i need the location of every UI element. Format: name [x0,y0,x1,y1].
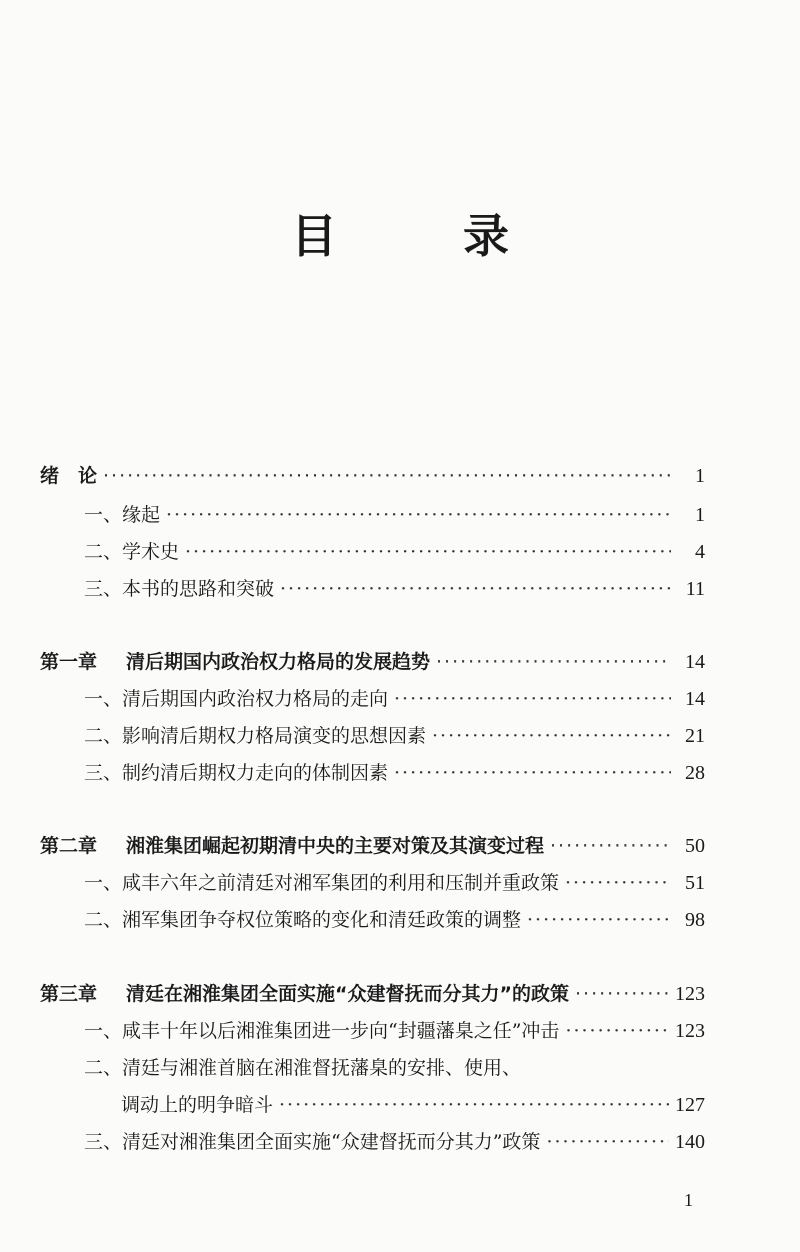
toc-item-label: 二、学术史 [84,541,180,563]
page-footer-number: 1 [684,1190,693,1210]
dot-leader [550,833,671,859]
page-title: 目 录 [291,209,549,263]
dot-leader [185,539,671,565]
toc-item-label: 一、咸丰十年以后湘淮集团进一步向“封疆藩臬之任”冲击 [84,1020,560,1042]
dot-leader [436,649,671,675]
toc-item-line-2[interactable] [121,1092,705,1118]
toc-item-label: 二、清廷与湘淮首脑在湘淮督抚藩臬的安排、使用、 [84,1057,522,1079]
toc-item[interactable] [84,686,705,712]
chapter-title: 湘淮集团崛起初期清中央的主要对策及其演变过程 [126,835,545,857]
toc-item-label: 一、清后期国内政治权力格局的走向 [84,688,389,710]
toc-item-label: 二、湘军集团争夺权位策略的变化和清廷政策的调整 [84,909,522,931]
dot-leader [527,907,671,933]
toc-page-number: 11 [685,578,705,600]
chapter-number: 第三章 [40,983,98,1005]
toc-page-number: 28 [685,762,705,784]
toc-page-number: 140 [675,1131,705,1153]
dot-leader [279,1092,669,1118]
toc-page-number: 51 [685,872,705,894]
toc-intro-label: 绪 论 [40,465,98,487]
toc-chapter-3[interactable] [40,981,705,1007]
toc-page-number: 127 [675,1094,705,1116]
dot-leader [565,870,671,896]
toc-item-label: 三、制约清后期权力走向的体制因素 [84,762,389,784]
toc-item[interactable] [84,907,705,933]
toc-item[interactable] [84,502,705,528]
toc-item-label: 二、影响清后期权力格局演变的思想因素 [84,725,427,747]
dot-leader [546,1129,669,1155]
toc-chapter-2[interactable] [40,833,705,859]
dot-leader [394,686,671,712]
toc-page-number: 21 [685,725,705,747]
toc-chapter-1[interactable] [40,649,705,675]
toc-page-number: 123 [675,983,705,1005]
toc-item-label: 调动上的明争暗斗 [121,1094,274,1116]
toc-page-number: 98 [685,909,705,931]
toc-page-number: 123 [675,1020,705,1042]
toc-item-label: 三、清廷对湘淮集团全面实施“众建督抚而分其力”政策 [84,1131,541,1153]
dot-leader [280,576,671,602]
toc-item[interactable] [84,539,705,565]
toc-item-label: 一、缘起 [84,504,161,526]
dot-leader [166,502,671,528]
dot-leader [565,1018,669,1044]
toc-page-number: 14 [685,651,705,673]
toc-intro[interactable] [40,463,705,489]
toc-item[interactable] [84,760,705,786]
toc-item[interactable] [84,723,705,749]
toc-item-line-1[interactable] [84,1055,705,1081]
toc-item-label: 三、本书的思路和突破 [84,578,275,600]
toc-page-number: 50 [685,835,705,857]
dot-leader [394,760,671,786]
chapter-number: 第二章 [40,835,98,857]
chapter-title: 清廷在湘淮集团全面实施“众建督抚而分其力”的政策 [126,983,569,1005]
dot-leader [575,981,669,1007]
chapter-number: 第一章 [40,651,98,673]
toc-page-number: 4 [695,541,705,563]
toc-item[interactable] [84,1018,705,1044]
toc-page-number: 14 [685,688,705,710]
toc-page-number: 1 [695,504,705,526]
toc-item-label: 一、咸丰六年之前清廷对湘军集团的利用和压制并重政策 [84,872,560,894]
toc-item[interactable] [84,870,705,896]
toc-item[interactable] [84,1129,705,1155]
dot-leader [432,723,671,749]
toc-item[interactable] [84,576,705,602]
toc-page-number: 1 [695,465,705,487]
dot-leader [103,463,671,489]
chapter-title: 清后期国内政治权力格局的发展趋势 [126,651,431,673]
